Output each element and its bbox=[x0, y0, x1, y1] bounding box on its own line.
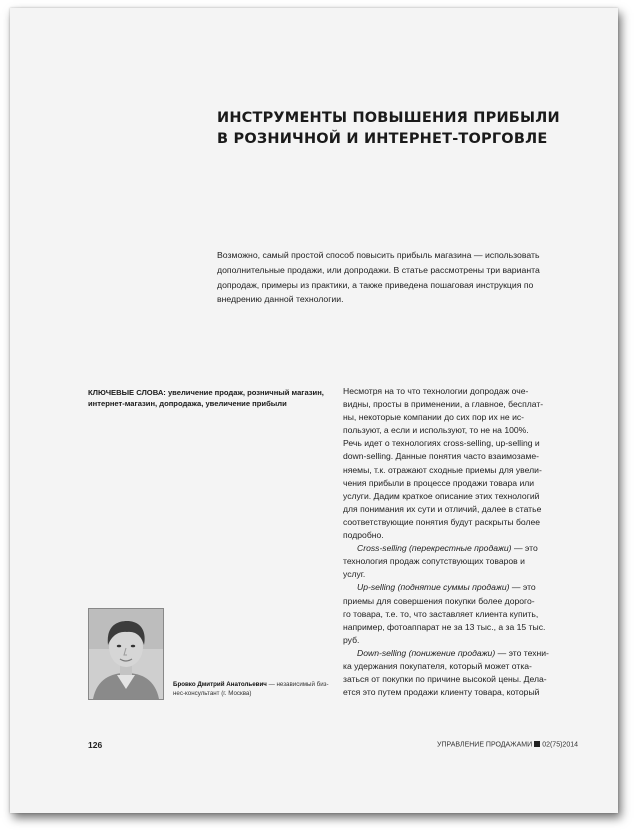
body-line: ется это путем продажи клиенту товара, который bbox=[343, 687, 540, 698]
author-desc: — независимый биз- bbox=[266, 681, 329, 688]
body-text-fragment: — это техни- bbox=[495, 647, 549, 658]
author-bio bbox=[173, 680, 343, 698]
magazine-page bbox=[10, 8, 618, 813]
running-footer bbox=[437, 741, 578, 749]
body-line: видны, просты в применении, а главное, бесплат- bbox=[343, 399, 544, 410]
body-line: технология продаж сопутствующих товаров и bbox=[343, 556, 525, 567]
title-line: ИНСТРУМЕНТЫ ПОВЫШЕНИЯ ПРИБЫЛИ bbox=[217, 110, 560, 126]
lead-line: внедрению данной технологии. bbox=[217, 294, 344, 305]
body-line: для понимания их сути и отличий, далее в статье bbox=[343, 503, 542, 514]
body-line: соответствующие понятия будут раскрыты более bbox=[343, 516, 541, 527]
body-line: услуги. Дадим краткое описание этих технологий bbox=[343, 490, 540, 501]
keywords-block bbox=[88, 387, 333, 409]
journal-name: УПРАВЛЕНИЕ ПРОДАЖАМИ bbox=[437, 741, 533, 749]
body-line: руб. bbox=[343, 634, 360, 645]
author-bio-line: нес-консультант (г. Москва) bbox=[173, 690, 252, 697]
page-number: 126 bbox=[88, 740, 103, 750]
body-line: ка удержания покупателя, который может отка- bbox=[343, 660, 532, 671]
body-line: down-selling. Данные понятия часто взаимозаме- bbox=[343, 451, 539, 462]
body-line: чения прибыли в процессе продажи товара или bbox=[343, 477, 535, 488]
body-line bbox=[343, 647, 605, 660]
body-line: например, фотоаппарат не за 13 тыс., а за 15 тыс. bbox=[343, 621, 546, 632]
body-line: няемы, т.к. отражают сходные приемы для увели- bbox=[343, 464, 542, 475]
term-up-selling: Up-selling (поднятие суммы продажи) bbox=[357, 582, 510, 593]
body-line: заться от покупки по причине высокой цены. Дела- bbox=[343, 674, 547, 685]
body-line bbox=[343, 581, 605, 594]
issue-number: 02(75)2014 bbox=[542, 741, 578, 749]
body-text-fragment: — это bbox=[511, 543, 538, 554]
article-title bbox=[217, 108, 597, 150]
body-line: Несмотря на то что технологии допродаж оче- bbox=[343, 386, 529, 396]
keywords-line: КЛЮЧЕВЫЕ СЛОВА: увеличение продаж, розничный магазин, bbox=[88, 388, 324, 397]
lead-line: допродаж, примеры из практики, а также приведена пошаговая инструкция по bbox=[217, 279, 534, 290]
body-line: Речь идет о технологиях cross-selling, up-selling и bbox=[343, 438, 540, 449]
lead-line: дополнительные продажи, или допродажи. В статье рассмотрены три варианта bbox=[217, 264, 540, 275]
term-down-selling: Down-selling (понижение продажи) bbox=[357, 647, 496, 658]
article-body bbox=[343, 385, 605, 699]
author-portrait-image bbox=[89, 609, 163, 699]
body-line: подробно. bbox=[343, 530, 384, 541]
body-line: ны, некоторые компании до сих пор их не ис- bbox=[343, 412, 525, 423]
author-bio-line bbox=[173, 680, 343, 689]
author-name: Бровко Дмитрий Анатольевич bbox=[173, 681, 267, 688]
article-lead bbox=[217, 248, 585, 307]
body-line: приемы для совершения покупки более дорого- bbox=[343, 595, 535, 606]
author-photo bbox=[88, 608, 164, 700]
body-line: услуг. bbox=[343, 569, 366, 580]
body-line bbox=[343, 542, 605, 555]
title-line: В РОЗНИЧНОЙ И ИНТЕРНЕТ-ТОРГОВЛЕ bbox=[217, 131, 548, 147]
body-text-fragment: — это bbox=[509, 582, 536, 593]
lead-line: Возможно, самый простой способ повысить прибыль магазина — использовать bbox=[217, 250, 540, 260]
square-bullet-icon bbox=[534, 741, 540, 747]
term-cross-selling: Cross-selling (перекрестные продажи) bbox=[357, 543, 512, 554]
keywords-line: интернет-магазин, допродажа, увеличение прибыли bbox=[88, 399, 287, 408]
body-line: го товара, т.е. то, что заставляет клиента купить, bbox=[343, 608, 539, 619]
body-line: пользуют, а если и используют, то не на 100%. bbox=[343, 425, 529, 436]
